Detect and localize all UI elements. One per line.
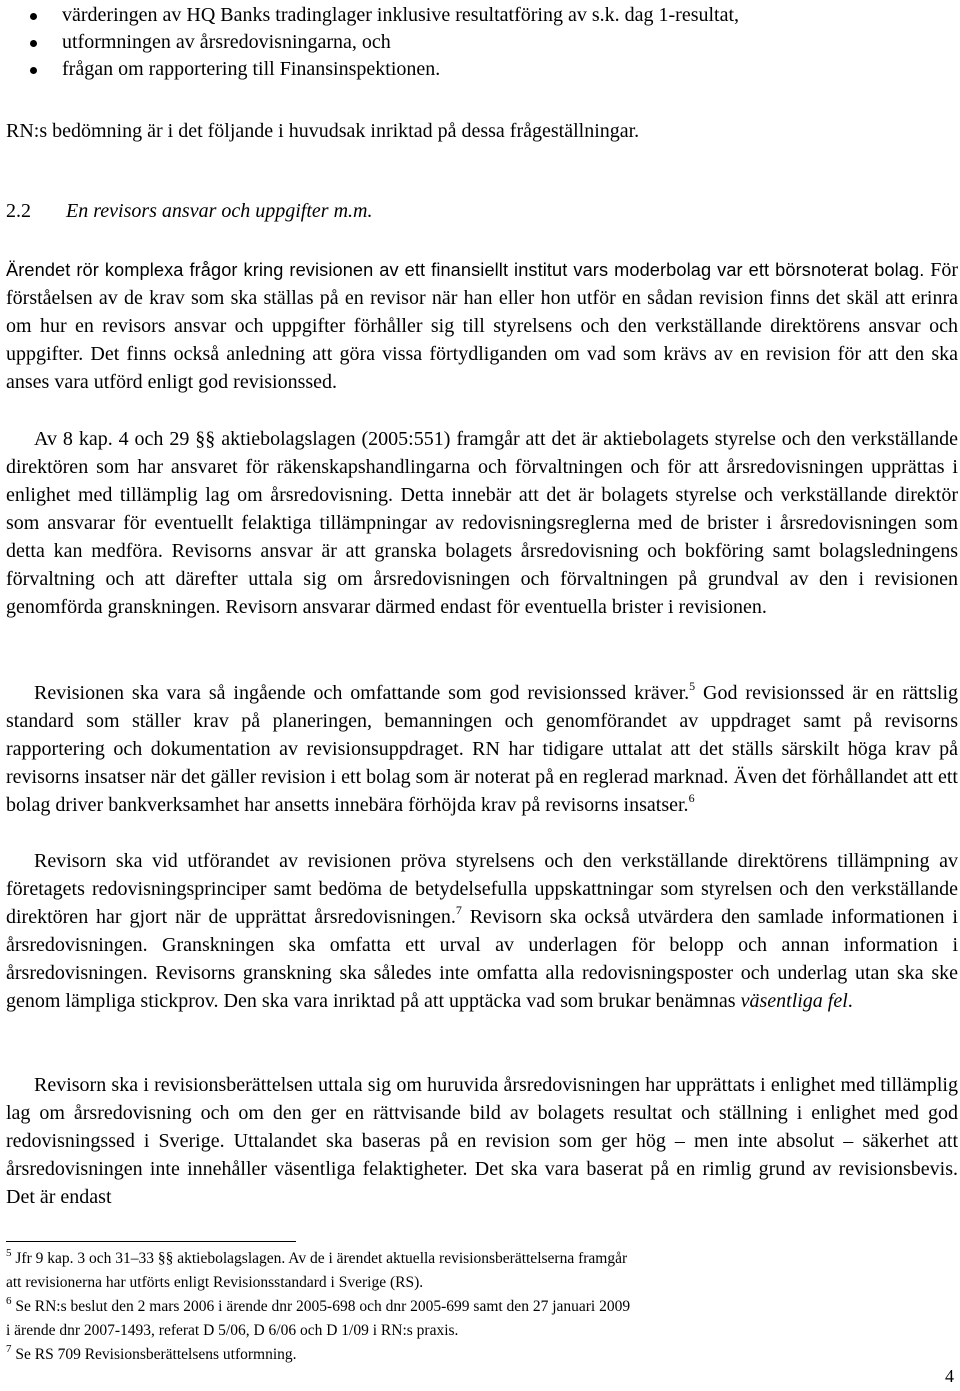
paragraph-4: Revisorn ska vid utförandet av revisionen pröva styrelsens och den verkställande direktörens tillämpning av företagets redovisningsprinciper samt bedöma de betydelsefulla uppskattningar som styrelsen och den verkställande direktören har gjort när de upprättat årsredovisningen.$^7$ Revisorn ska också utvärdera den samlade informationen i årsredovisningen. Granskningen ska omfatta ett urval av underlagen för belopp och annan information i årsredovisningen. Revisorns granskning ska således inte omfatta alla redovisningsposter och underlag utan ska ske genom lämpliga stickprov. Den ska vara inriktad på att upptäcka vad som brukar benämnas väsentliga fel. <box>6 850 958 1012</box>
footnote-5: $^5$ Jfr 9 kap. 3 och 31–33 §§ aktiebolagslagen. Av de i ärendet aktuella revisionsberättelserna framgår <box>6 1247 628 1267</box>
intro-paragraph: RN:s bedömning är i det följande i huvudsak inriktad på dessa frågeställningar. <box>6 120 640 142</box>
paragraph-3: Revisionen ska vara så ingående och omfattande som god revisionssed kräver.$^5$ God revisionssed är en rättslig standard som ställer krav på planeringen, bemanningen och genomförandet av uppdraget samt på revisorns rapportering och dokumentation av revisionsuppdraget. RN har tidigare uttalat att det ställs särskilt höga krav på revisorns insatser när det gäller revision i ett bolag som är noterat på en reglerad marknad. Även det förhållandet att ett bolag driver bankverksamhet har ansetts innebära förhöjda krav på revisorns insatser.$^6$ <box>6 679 959 816</box>
paragraph-5: Revisorn ska i revisionsberättelsen uttala sig om huruvida årsredovisningen har upprättats i enlighet med tillämplig lag om årsredovisning och om den ger en rättvisande bild av bolagets resultat och ställning i enlighet med god redovisningssed i Sverige. Uttalandet ska baseras på en revision som ger hög – men inte absolut – säkerhet att årsredovisningen inte innehåller väsentliga felaktigheter. Det ska vara baserat på en rimlig grund av revisionsbevis. Det är endast <box>6 1074 958 1208</box>
footnote-ref-5[interactable]: 5 <box>689 679 696 693</box>
footnote-5-continued: att revisionerna har utförts enligt Revisionsstandard i Sverige (RS). <box>6 1274 424 1291</box>
paragraph-1 <box>6 256 958 396</box>
bullet-item: frågan om rapportering till Finansinspektionen. <box>0 56 960 83</box>
footnotes <box>6 1247 906 1367</box>
footnote-6-continued: i ärende dnr 2007-1493, referat D 5/06, D 6/06 och D 1/09 i RN:s praxis. <box>6 1322 459 1339</box>
paragraph-1-sans-text: Ärendet rör komplexa frågor kring revisionen av ett finansiellt institut vars moderbolag var ett börsnoterat bolag. <box>6 260 925 280</box>
bullet-icon <box>30 40 37 47</box>
footnote-ref-7[interactable]: 7 <box>455 903 462 917</box>
bullet-item: värderingen av HQ Banks tradinglager inklusive resultatföring av s.k. dag 1-resultat, <box>0 2 960 29</box>
footnote-ref-6[interactable]: 6 <box>688 791 695 805</box>
bullet-icon <box>30 67 37 74</box>
section-title: En revisors ansvar och uppgifter m.m. <box>66 200 373 222</box>
section-number: 2.2 <box>6 200 31 222</box>
page-number: 4 <box>945 1366 954 1386</box>
paragraph-2: Av 8 kap. 4 och 29 §§ aktiebolagslagen (2005:551) framgår att det är aktiebolagets styrelse och den verkställande direktören som har ansvaret för räkenskapshandlingarna och förvaltningen och för att årsredovisningen upprättas i enlighet med tillämplig lag om årsredovisning. Detta innebär att det är bolagets styrelse och verkställande direktör som ansvarar för eventuellt felaktiga tillämpningar av redovisningsreglerna med de brister i årsredovisningen som detta kan medföra. Revisorns ansvar är att granska bolagets årsredovisning och bokföring samt bolagsledningens förvaltning och att därefter uttala sig om årsredovisningen och förvaltningen på grundval av den i revisionen genomförda granskningen. Revisorn ansvarar därmed endast för eventuella brister i revisionen. <box>6 428 958 618</box>
bullet-item: utformningen av årsredovisningarna, och <box>0 29 960 56</box>
emphasis-text: väsentliga fel <box>740 990 848 1012</box>
section-heading <box>6 197 372 225</box>
footnote-divider <box>6 1241 296 1242</box>
bullet-icon <box>30 13 37 20</box>
footnote-6: $^6$ Se RN:s beslut den 2 mars 2006 i ärende dnr 2005-698 och dnr 2005-699 samt den 27 januari 2009 <box>6 1295 631 1315</box>
bullet-list <box>0 2 960 83</box>
footnote-7: $^7$ Se RS 709 Revisionsberättelsens utformning. <box>6 1343 297 1363</box>
paragraph-1-text: För förståelsen av de krav som ska ställas på en revisor när han eller hon utför en sådan revision finns det skäl att erinra om hur en revisors ansvar och uppgifter förhåller sig till styrelsens och den verkställande direktörens ansvar och uppgifter. Det finns också anledning att göra vissa förtydliganden om vad som krävs av en revision för att den ska anses vara utförd enligt god revisionssed. <box>6 259 958 393</box>
